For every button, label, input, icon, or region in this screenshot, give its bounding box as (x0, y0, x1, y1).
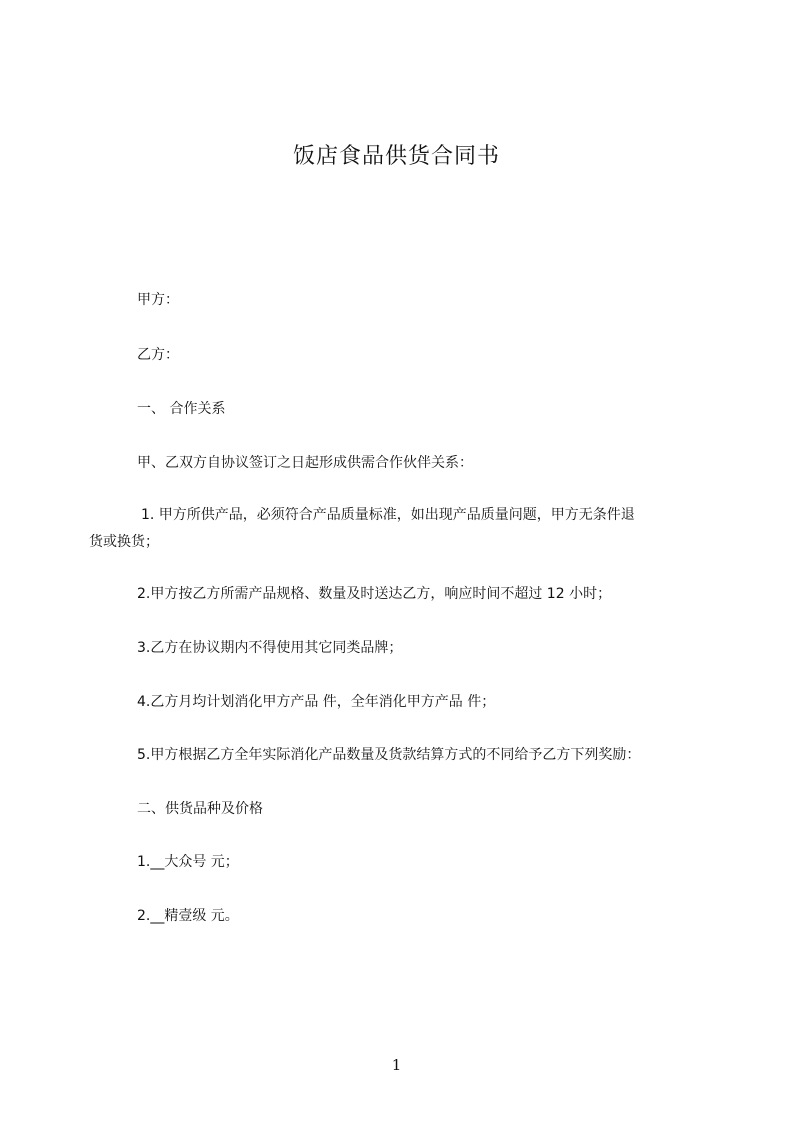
party-a-label: 甲方： (137, 292, 179, 308)
clause-3: 3.乙方在协议期内不得使用其它同类品牌； (137, 640, 403, 656)
price-item-2: 2.__精壹级 元。 (137, 908, 239, 924)
clause-2: 2.甲方按乙方所需产品规格、数量及时送达乙方，响应时间不超过 12 小时； (137, 586, 612, 602)
page-number: 1 (391, 1056, 402, 1074)
section1-heading: 一、 合作关系 (137, 401, 226, 417)
price-item-1: 1.__大众号 元； (137, 854, 239, 870)
clause-1-line-1: 1. 甲方所供产品，必须符合产品质量标准，如出现产品质量问题，甲方无条件退 (141, 507, 635, 523)
party-b-label: 乙方： (137, 347, 179, 363)
document-title: 饭店食品供货合同书 (292, 144, 500, 169)
section1-intro: 甲、乙双方自协议签订之日起形成供需合作伙伴关系： (137, 455, 473, 471)
clause-1-line-2: 货或换货； (89, 534, 159, 550)
clause-4: 4.乙方月均计划消化甲方产品 件，全年消化甲方产品 件； (137, 694, 496, 710)
clause-5: 5.甲方根据乙方全年实际消化产品数量及货款结算方式的不同给予乙方下列奖励： (137, 747, 641, 763)
section2-heading: 二、供货品种及价格 (137, 801, 263, 817)
